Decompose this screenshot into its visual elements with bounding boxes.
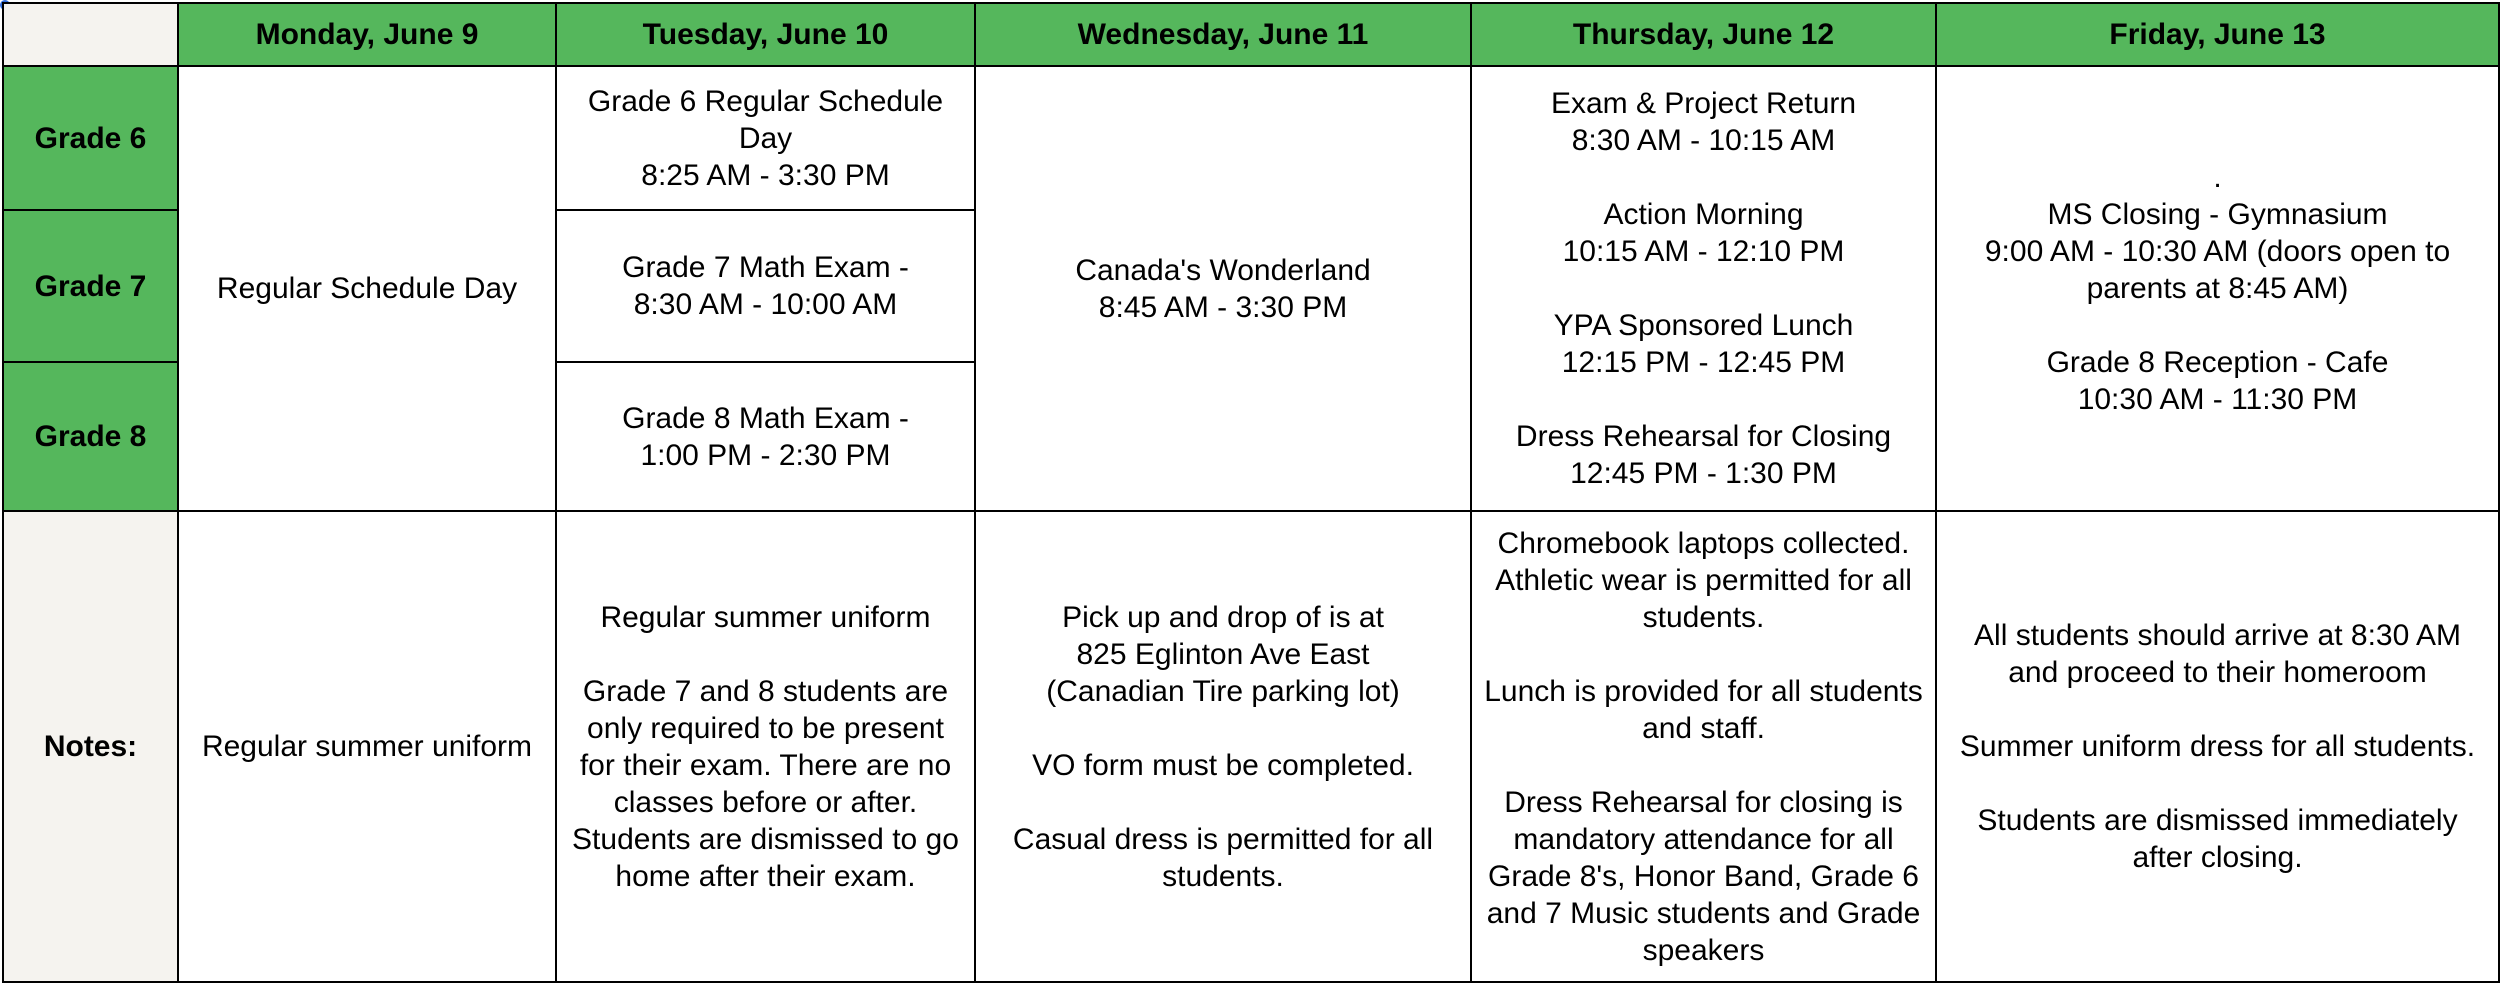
schedule-table	[2, 2, 2500, 983]
monday-notes-cell[interactable]: Regular summer uniform	[178, 511, 556, 982]
header-thursday[interactable]: Thursday, June 12	[1471, 3, 1936, 66]
thursday-schedule-cell[interactable]: Exam & Project Return 8:30 AM - 10:15 AM Action Morning 10:15 AM - 12:10 PM YPA Sponsored Lunch 12:15 PM - 12:45 PM Dress Rehearsal for Closing 12:45 PM - 1:30 PM	[1471, 66, 1936, 511]
row-label-grade-7[interactable]: Grade 7	[3, 210, 178, 362]
row-label-grade-6[interactable]: Grade 6	[3, 66, 178, 210]
tuesday-grade-6-cell[interactable]: Grade 6 Regular Schedule Day 8:25 AM - 3:30 PM	[556, 66, 975, 210]
wednesday-schedule-cell[interactable]: Canada's Wonderland 8:45 AM - 3:30 PM	[975, 66, 1471, 511]
header-wednesday[interactable]: Wednesday, June 11	[975, 3, 1471, 66]
header-tuesday[interactable]: Tuesday, June 10	[556, 3, 975, 66]
grade-6-row	[3, 66, 2499, 210]
wednesday-notes-cell[interactable]: Pick up and drop of is at 825 Eglinton Ave East (Canadian Tire parking lot) VO form must be completed. Casual dress is permitted for all students.	[975, 511, 1471, 982]
tuesday-grade-7-cell[interactable]: Grade 7 Math Exam - 8:30 AM - 10:00 AM	[556, 210, 975, 362]
header-monday[interactable]: Monday, June 9	[178, 3, 556, 66]
tuesday-grade-8-cell[interactable]: Grade 8 Math Exam - 1:00 PM - 2:30 PM	[556, 362, 975, 511]
notes-row	[3, 511, 2499, 982]
row-label-notes[interactable]: Notes:	[3, 511, 178, 982]
corner-cell[interactable]	[3, 3, 178, 66]
friday-schedule-cell[interactable]: . MS Closing - Gymnasium 9:00 AM - 10:30 AM (doors open to parents at 8:45 AM) Grade 8 Reception - Cafe 10:30 AM - 11:30 PM	[1936, 66, 2499, 511]
header-row	[3, 3, 2499, 66]
header-friday[interactable]: Friday, June 13	[1936, 3, 2499, 66]
thursday-notes-cell[interactable]: Chromebook laptops collected. Athletic wear is permitted for all students. Lunch is provided for all students and staff. Dress Rehearsal for closing is mandatory attendance for all Grade 8's, Honor Band, Grade 6 and 7 Music students and Grade speakers	[1471, 511, 1936, 982]
monday-schedule-cell[interactable]: Regular Schedule Day	[178, 66, 556, 511]
tuesday-notes-cell[interactable]: Regular summer uniform Grade 7 and 8 students are only required to be present for their exam. There are no classes before or after. Students are dismissed to go home after their exam.	[556, 511, 975, 982]
friday-notes-cell[interactable]: All students should arrive at 8:30 AM and proceed to their homeroom Summer uniform dress for all students. Students are dismissed immediately after closing.	[1936, 511, 2499, 982]
row-label-grade-8[interactable]: Grade 8	[3, 362, 178, 511]
